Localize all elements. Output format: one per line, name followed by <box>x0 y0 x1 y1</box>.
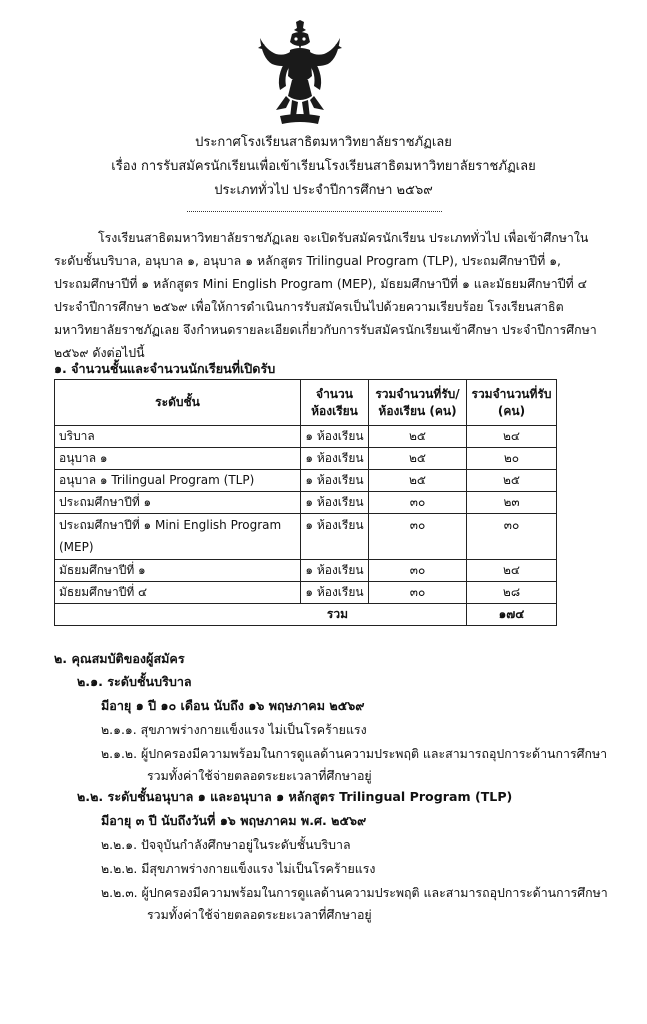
cell-level: อนุบาล ๑ <box>55 448 301 470</box>
intro-line: ๒๕๖๙ ดังต่อไปนี้ <box>54 345 145 360</box>
section-2-1-heading: ๒.๑. ระดับชั้นบริบาล <box>77 674 192 689</box>
intro-line: โรงเรียนสาธิตมหาวิทยาลัยราชภัฏเลย จะเปิดรับสมัครนักเรียน ประเภททั่วไป เพื่อเข้าศึกษาใน <box>98 230 589 245</box>
cell-rooms: ๑ ห้องเรียน <box>301 448 369 470</box>
section-2-heading: ๒. คุณสมบัติของผู้สมัคร <box>54 651 185 666</box>
cell-level: อนุบาล ๑ Trilingual Program (TLP) <box>55 470 301 492</box>
intro-line: มหาวิทยาลัยราชภัฏเลย จึงกำหนดรายละเอียดเกี่ยวกับการรับสมัครนักเรียนเข้าศึกษา ประจำปีการศึกษา <box>54 322 597 337</box>
header-level: ระดับชั้น <box>55 380 301 426</box>
table-row <box>55 514 557 560</box>
table-row <box>55 470 557 492</box>
cell-accepted: ๒๔ <box>467 426 557 448</box>
cell-per-room: ๓๐ <box>369 514 467 560</box>
section-2-2-1: ๒.๒.๑. ปัจจุบันกำลังศึกษาอยู่ในระดับชั้นบริบาล <box>101 837 351 852</box>
cell-rooms: ๑ ห้องเรียน <box>301 560 369 582</box>
intro-line: ระดับชั้นบริบาล, อนุบาล ๑, อนุบาล ๑ หลักสูตร Trilingual Program (TLP), ประถมศึกษาปีที่ ๑, <box>54 253 561 268</box>
cell-rooms: ๑ ห้องเรียน <box>301 492 369 514</box>
header-rooms: จำนวน ห้องเรียน <box>301 380 369 426</box>
cell-per-room: ๓๐ <box>369 560 467 582</box>
announcement-type-line: ประเภททั่วไป ประจำปีการศึกษา ๒๕๖๙ <box>214 183 433 198</box>
intro-line: ประถมศึกษาปีที่ ๑ หลักสูตร Mini English Program (MEP), มัธยมศึกษาปีที่ ๑ และมัธยมศึกษาปีที่ ๔ <box>54 276 588 291</box>
class-capacity-table <box>54 379 557 626</box>
cell-per-room: ๓๐ <box>369 492 467 514</box>
table-row <box>55 448 557 470</box>
cell-accepted: ๒๐ <box>467 448 557 470</box>
intro-paragraph <box>54 226 597 364</box>
cell-per-room: ๒๕ <box>369 426 467 448</box>
cell-level: ประถมศึกษาปีที่ ๑ Mini English Program (MEP) <box>55 514 301 560</box>
table-row <box>55 492 557 514</box>
cell-rooms: ๑ ห้องเรียน <box>301 514 369 560</box>
section-2-2-age: มีอายุ ๓ ปี นับถึงวันที่ ๑๖ พฤษภาคม พ.ศ. ๒๕๖๙ <box>101 813 367 828</box>
cell-accepted: ๒๔ <box>467 560 557 582</box>
announcement-title: ประกาศโรงเรียนสาธิตมหาวิทยาลัยราชภัฏเลย <box>195 135 452 150</box>
section-2-2-2: ๒.๒.๒. มีสุขภาพร่างกายแข็งแรง ไม่เป็นโรคร้ายแรง <box>101 861 376 876</box>
section-2-1-age: มีอายุ ๑ ปี ๑๐ เดือน นับถึง ๑๖ พฤษภาคม ๒๕๖๙ <box>101 698 365 713</box>
intro-line: ประจำปีการศึกษา ๒๕๖๙ เพื่อให้การดำเนินการรับสมัครเป็นไปด้วยความเรียบร้อย โรงเรียนสาธิต <box>54 299 564 314</box>
cell-accepted: ๓๐ <box>467 514 557 560</box>
cell-per-room: ๒๕ <box>369 470 467 492</box>
total-label: รวม <box>55 604 467 626</box>
cell-rooms: ๑ ห้องเรียน <box>301 470 369 492</box>
cell-rooms: ๑ ห้องเรียน <box>301 582 369 604</box>
cell-level: มัธยมศึกษาปีที่ ๔ <box>55 582 301 604</box>
cell-per-room: ๓๐ <box>369 582 467 604</box>
table-row <box>55 560 557 582</box>
announcement-subject: เรื่อง การรับสมัครนักเรียนเพื่อเข้าเรียนโรงเรียนสาธิตมหาวิทยาลัยราชภัฏเลย <box>111 159 536 174</box>
total-value: ๑๗๔ <box>467 604 557 626</box>
section-2-2-3: ๒.๒.๓. ผู้ปกครองมีความพร้อมในการดูแลด้านความประพฤติ และสามารถอุปการะด้านการศึกษา <box>101 885 608 900</box>
garuda-emblem <box>256 20 344 126</box>
dotted-separator <box>187 211 442 212</box>
section-2-2-heading: ๒.๒. ระดับชั้นอนุบาล ๑ และอนุบาล ๑ หลักสูตร Trilingual Program (TLP) <box>77 789 513 804</box>
cell-accepted: ๒๘ <box>467 582 557 604</box>
section-2-1-1: ๒.๑.๑. สุขภาพร่างกายแข็งแรง ไม่เป็นโรคร้ายแรง <box>101 722 367 737</box>
table-header-row <box>55 380 557 426</box>
section-1-heading: ๑. จำนวนชั้นและจำนวนนักเรียนที่เปิดรับ <box>54 361 276 376</box>
header-accepted: รวมจำนวนที่รับ (คน) <box>467 380 557 426</box>
table-row <box>55 426 557 448</box>
table-total-row <box>55 604 557 626</box>
section-2-1-2-continued: รวมทั้งค่าใช้จ่ายตลอดระยะเวลาที่ศึกษาอยู่ <box>147 768 372 783</box>
cell-accepted: ๒๕ <box>467 470 557 492</box>
section-2-1-2: ๒.๑.๒. ผู้ปกครองมีความพร้อมในการดูแลด้านความประพฤติ และสามารถอุปการะด้านการศึกษา <box>101 746 608 761</box>
cell-level: บริบาล <box>55 426 301 448</box>
cell-level: ประถมศึกษาปีที่ ๑ <box>55 492 301 514</box>
table-row <box>55 582 557 604</box>
section-2-2-3-continued: รวมทั้งค่าใช้จ่ายตลอดระยะเวลาที่ศึกษาอยู่ <box>147 907 372 922</box>
header-per-room: รวมจำนวนที่รับ/ ห้องเรียน (คน) <box>369 380 467 426</box>
cell-accepted: ๒๓ <box>467 492 557 514</box>
cell-per-room: ๒๕ <box>369 448 467 470</box>
cell-level: มัธยมศึกษาปีที่ ๑ <box>55 560 301 582</box>
cell-rooms: ๑ ห้องเรียน <box>301 426 369 448</box>
